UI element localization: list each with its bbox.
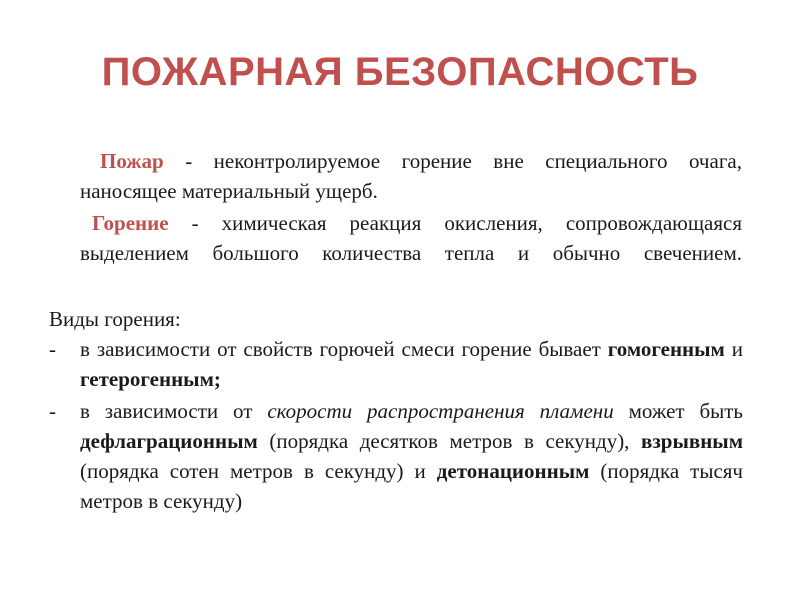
list-dash: - [49,399,56,423]
bold-term-homogeneous: гомогенным [607,337,725,361]
definition-fire-text: - неконтролируемое горение вне специального очага, наносящее материальный ущерб. [80,149,742,203]
slide-title: ПОЖАРНАЯ БЕЗОПАСНОСТЬ [101,50,699,94]
text-run: (порядка сотен метров в секунду) и [80,459,437,483]
bold-term-detonation: детонационным [436,459,590,483]
text-run: в зависимости от [80,399,268,423]
definition-combustion [80,208,742,268]
term-fire: Пожар [100,149,164,173]
kinds-heading: Виды горения: [49,307,181,331]
text-run: (порядка десятков метров в секунду), [257,429,641,453]
definitions-block [80,146,742,270]
definition-combustion-text: - химическая реакция окисления, сопровождающаяся выделением большого количества тепла и обычно свечением. [80,211,742,265]
list-item-text [80,396,743,516]
bold-term-explosive: взрывным [641,429,743,453]
kinds-list [49,334,743,518]
text-run: может быть [613,399,743,423]
term-combustion: Горение [92,211,169,235]
bold-term-heterogeneous: гетерогенным; [80,367,221,391]
list-item [49,334,743,394]
text-run: в зависимости от свойств горючей смеси горение бывает [80,337,608,361]
definition-fire [80,146,742,206]
bold-term-deflagration: дефлаграционным [80,429,258,453]
italic-flame-speed: скорости распространения пламени [267,399,614,423]
text-run: (порядка тысяч метров в секунду) [80,459,743,513]
list-item-text [80,334,743,394]
list-item [49,396,743,516]
list-dash: - [49,337,56,361]
text-run: и [724,337,743,361]
